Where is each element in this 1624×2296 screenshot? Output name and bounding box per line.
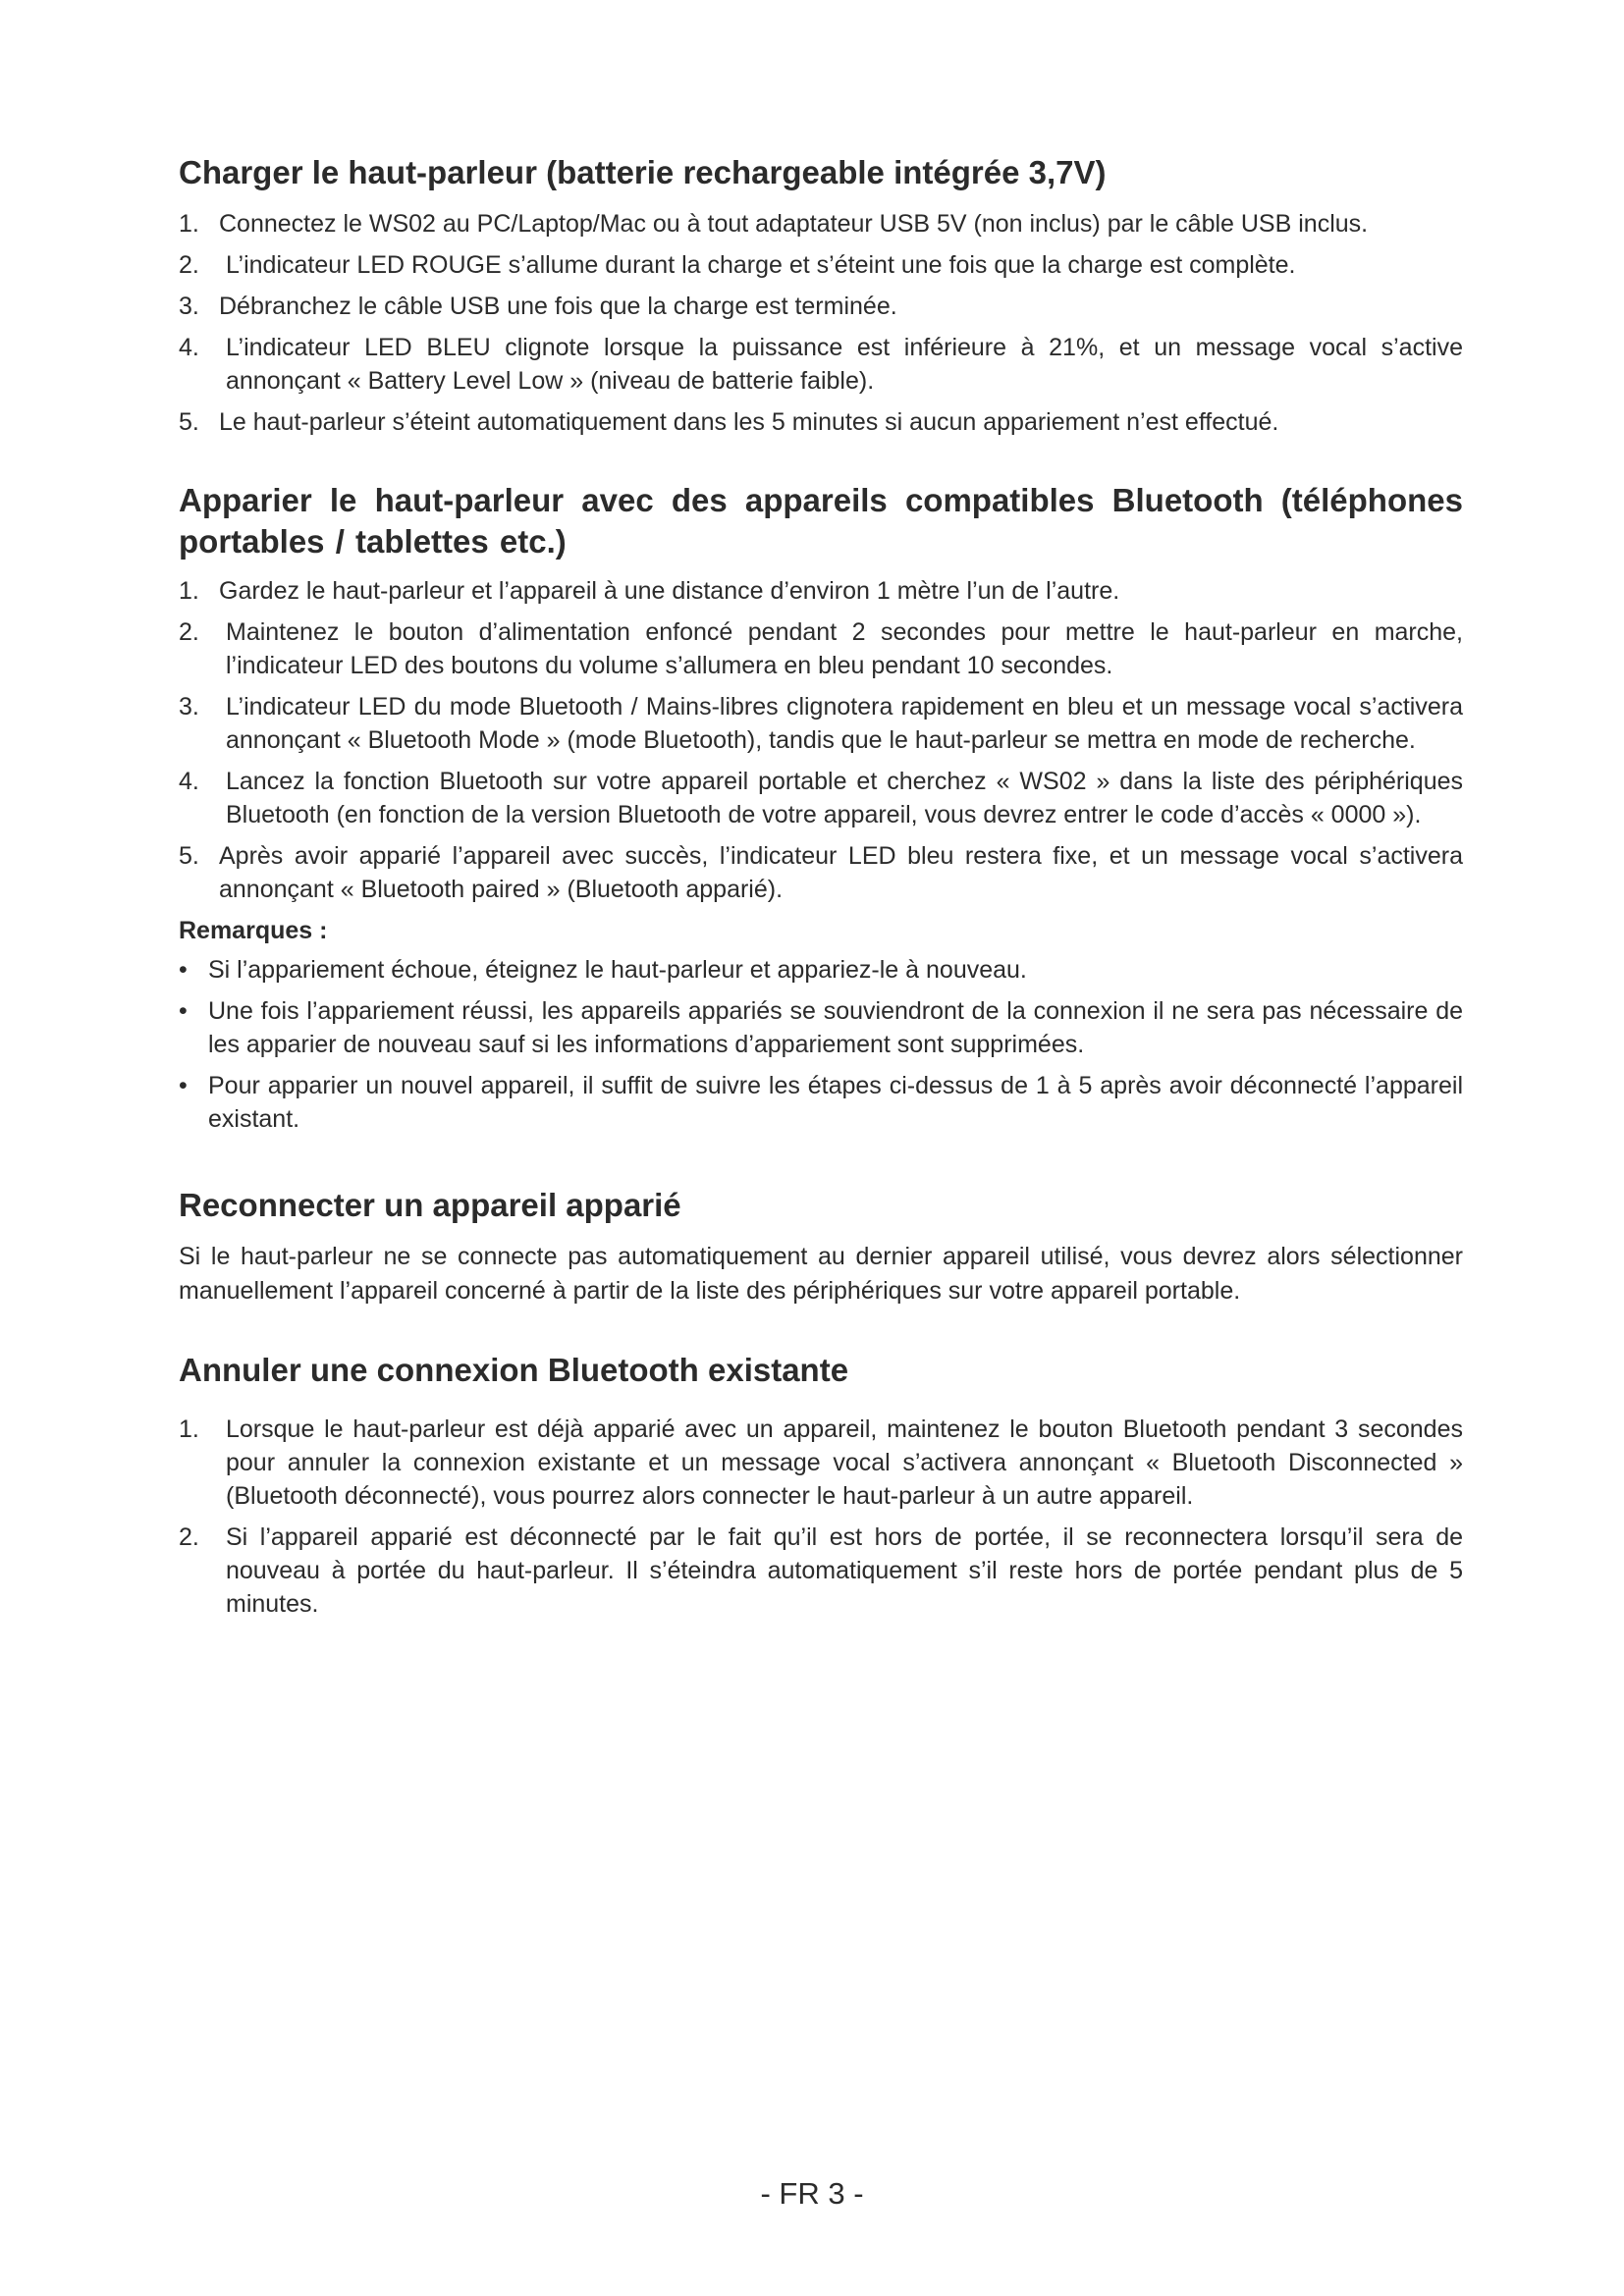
section-reconnect: [179, 1185, 1463, 1308]
item-number: 2.: [179, 618, 199, 646]
item-number: 3.: [179, 293, 199, 320]
remark-text: Une fois l’appariement réussi, les appareils appariés se souviendront de la connexion il ne sera pas nécessaire de les apparier de nouveau sauf si les informations d’appariement sont supprimées.: [208, 997, 1463, 1058]
item-number: 5.: [179, 842, 199, 870]
bullet-icon: •: [179, 956, 188, 984]
pairing-steps-list: [179, 574, 1463, 906]
remark-item: [179, 994, 1463, 1061]
list-item: [179, 331, 1463, 398]
remark-item: [179, 953, 1463, 987]
item-number: 2.: [179, 251, 199, 279]
section-title-charging: Charger le haut-parleur (batterie rechargeable intégrée 3,7V): [179, 154, 1107, 190]
item-text: Lancez la fonction Bluetooth sur votre appareil portable et cherchez « WS02 » dans la liste des périphériques Bluetooth (en fonction de la version Bluetooth de votre appareil, vous devrez entrer le code d’accès « 0000 »).: [226, 768, 1463, 828]
remark-item: [179, 1069, 1463, 1136]
item-text: L’indicateur LED du mode Bluetooth / Mains-libres clignotera rapidement en bleu et un message vocal s’activera annonçant « Bluetooth Mode » (mode Bluetooth), tandis que le haut-parleur se mettra en mode de recherche.: [226, 693, 1463, 754]
page-number: - FR 3 -: [760, 2176, 864, 2211]
list-item: [179, 1413, 1463, 1513]
section-pairing: [179, 480, 1463, 1136]
section-charging: [179, 152, 1463, 439]
remark-text: Pour apparier un nouvel appareil, il suffit de suivre les étapes ci-dessus de 1 à 5 après avoir déconnecté l’appareil existant.: [208, 1072, 1463, 1133]
item-text: L’indicateur LED BLEU clignote lorsque la puissance est inférieure à 21%, et un message vocal s’active annonçant « Battery Level Low » (niveau de batterie faible).: [226, 334, 1463, 395]
list-item: [179, 248, 1463, 282]
charging-steps-list: [179, 207, 1463, 439]
item-text: Lorsque le haut-parleur est déjà apparié avec un appareil, maintenez le bouton Bluetooth pendant 3 secondes pour annuler la connexion existante et un message vocal s’activera annonçant « Bluetooth Disconnected » (Bluetooth déconnecté), vous pourrez alors connecter le haut-parleur à un autre appareil.: [226, 1415, 1463, 1510]
list-item: [179, 405, 1463, 439]
cancel-steps-list: [179, 1413, 1463, 1621]
item-text: L’indicateur LED ROUGE s’allume durant la charge et s’éteint une fois que la charge est complète.: [226, 251, 1296, 279]
bullet-icon: •: [179, 1072, 188, 1099]
reconnect-paragraph: Si le haut-parleur ne se connecte pas automatiquement au dernier appareil utilisé, vous devrez alors sélectionner manuellement l’appareil concerné à partir de la liste des périphériques sur votre appareil portable.: [179, 1243, 1463, 1305]
section-title-reconnect: Reconnecter un appareil apparié: [179, 1187, 681, 1223]
section-cancel-connection: [179, 1350, 1463, 1621]
item-text: Si l’appareil apparié est déconnecté par le fait qu’il est hors de portée, il se reconnectera lorsqu’il sera de nouveau à portée du haut-parleur. Il s’éteindra automatiquement s’il reste hors de portée pendant plus de 5 minutes.: [226, 1523, 1463, 1618]
item-number: 1.: [179, 577, 199, 605]
item-text: Le haut-parleur s’éteint automatiquement dans les 5 minutes si aucun appariement n’est effectué.: [219, 408, 1279, 436]
item-number: 4.: [179, 768, 199, 795]
page-content: [179, 152, 1463, 1629]
list-item: [179, 839, 1463, 906]
item-number: 3.: [179, 693, 199, 721]
item-text: Débranchez le câble USB une fois que la charge est terminée.: [219, 293, 897, 320]
section-title-cancel: Annuler une connexion Bluetooth existante: [179, 1352, 849, 1388]
item-text: Après avoir apparié l’appareil avec succès, l’indicateur LED bleu restera fixe, et un message vocal s’activera annonçant « Bluetooth paired » (Bluetooth apparié).: [219, 842, 1463, 903]
list-item: [179, 1521, 1463, 1621]
item-number: 4.: [179, 334, 199, 361]
item-number: 5.: [179, 408, 199, 436]
list-item: [179, 690, 1463, 757]
item-text: Connectez le WS02 au PC/Laptop/Mac ou à tout adaptateur USB 5V (non inclus) par le câble USB inclus.: [219, 210, 1369, 238]
remark-text: Si l’appariement échoue, éteignez le haut-parleur et appariez-le à nouveau.: [208, 956, 1027, 984]
remarks-heading: Remarques :: [179, 917, 328, 944]
item-text: Maintenez le bouton d’alimentation enfoncé pendant 2 secondes pour mettre le haut-parleur en marche, l’indicateur LED des boutons du volume s’allumera en bleu pendant 10 secondes.: [226, 618, 1463, 679]
bullet-icon: •: [179, 997, 188, 1025]
item-number: 1.: [179, 210, 199, 238]
list-item: [179, 290, 1463, 323]
list-item: [179, 574, 1463, 608]
remarks-list: [179, 953, 1463, 1136]
item-number: 2.: [179, 1523, 199, 1551]
section-title-pairing: Apparier le haut-parleur avec des appareils compatibles Bluetooth (téléphones portables / tablettes etc.): [179, 482, 1463, 560]
item-text: Gardez le haut-parleur et l’appareil à une distance d’environ 1 mètre l’un de l’autre.: [219, 577, 1120, 605]
list-item: [179, 765, 1463, 831]
item-number: 1.: [179, 1415, 199, 1443]
list-item: [179, 615, 1463, 682]
list-item: [179, 207, 1463, 240]
